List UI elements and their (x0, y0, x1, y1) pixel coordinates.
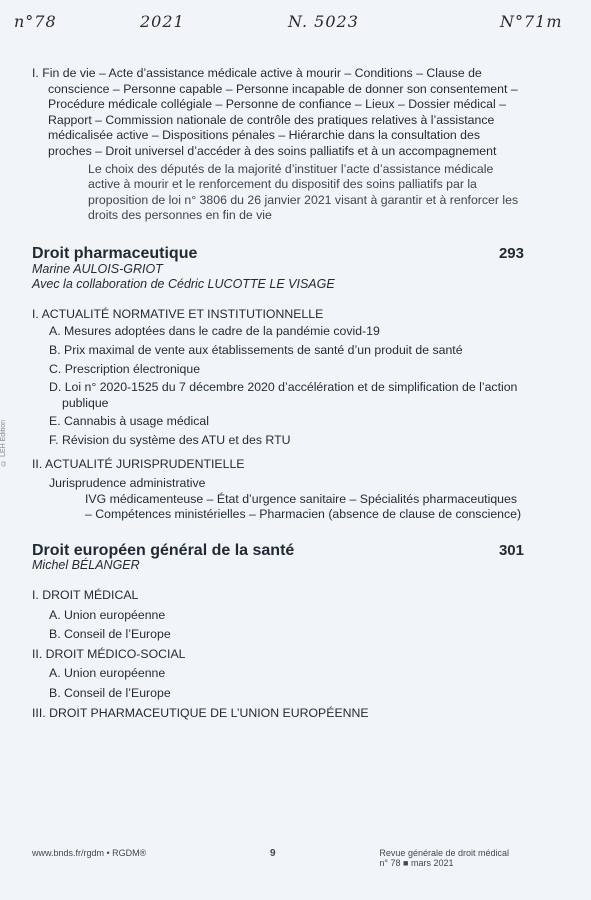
toc-item[interactable]: D. Loi n° 2020-1525 du 7 décembre 2020 d’accélération et de simplification de l’action publique (49, 380, 518, 410)
handwritten-annotations (0, 6, 591, 36)
footer-journal (379, 848, 509, 868)
toc-item[interactable]: A. Mesures adoptées dans le cadre de la pandémie covid-19 (49, 324, 380, 339)
toc-item[interactable]: B. Conseil de l’Europe (49, 686, 171, 700)
section-title[interactable]: Droit européen général de la santé (32, 541, 295, 559)
section-title[interactable]: Droit pharmaceutique (32, 244, 198, 262)
handwritten-note: N. 5023 (288, 12, 359, 31)
part-heading: II. ACTUALITÉ JURISPRUDENTIELLE (32, 457, 245, 472)
copyright-side-mark: © LEH Edition (0, 420, 7, 466)
part-heading: III. DROIT PHARMACEUTIQUE DE L’UNION EUROPÉENNE (32, 705, 369, 720)
part-heading: I. ACTUALITÉ NORMATIVE ET INSTITUTIONNELLE (32, 306, 324, 321)
table-of-contents (32, 66, 524, 721)
footer-issue: n° 78 ■ mars 2021 (379, 858, 454, 868)
handwritten-note: n°78 (14, 12, 57, 31)
part-text: IVG médicamenteuse – État d’urgence sanitaire – Spécialités pharmaceutiques – Compétences ministérielles – Pharmacien (absence de clause de conscience) (85, 491, 522, 522)
section-page-number: 293 (498, 244, 524, 262)
toc-item[interactable]: A. Union européenne (49, 607, 166, 622)
section0-intro: I. Fin de vie – Acte d’assistance médicale active à mourir – Conditions – Clause de conscience – Personne capable – Personne incapable de donner son consentement – Procédure médicale collégiale – Personne de confiance – Lieux – Dossier médical – Rapport – Commission nationale de contrôle des pratiques relatives à l’assistance médicalisée active – Dispositions pénales – Hiérarchie dans la consultation des proches – Droit universel d’accéder à des soins palliatifs et à un accompagnement (32, 66, 518, 158)
toc-item[interactable]: A. Union européenne (49, 666, 166, 681)
footer-page-number: 9 (270, 848, 276, 859)
section-header (32, 543, 524, 559)
toc-item[interactable]: B. Prix maximal de vente aux établissements de santé d’un produit de santé (49, 342, 463, 357)
part-heading: I. DROIT MÉDICAL (32, 588, 139, 603)
section-header (32, 246, 524, 262)
section-author: Michel BÉLANGER (32, 558, 140, 573)
footer-journal-title: Revue générale de droit médical (379, 848, 509, 858)
toc-item[interactable]: C. Prescription électronique (49, 361, 201, 376)
handwritten-note: 2021 (140, 12, 185, 31)
toc-item[interactable]: E. Cannabis à usage médical (49, 414, 209, 429)
footer-website[interactable]: www.bnds.fr/rgdm • RGDM® (32, 848, 147, 858)
toc-item[interactable]: F. Révision du système des ATU et des RTU (49, 432, 291, 447)
handwritten-note: N°71m (500, 12, 563, 31)
part-subheading: Jurisprudence administrative (49, 476, 206, 491)
section0-subtext: Le choix des députés de la majorité d’instituer l’acte d’assistance médicale active à mourir et le renforcement du dispositif des soins palliatifs par la proposition de loi n° 3806 du 26 janvier 2021 visant à garantir et à renforcer les droits des personnes en fin de vie (88, 161, 519, 223)
section-page-number: 301 (498, 541, 524, 559)
section-author: Marine AULOIS-GRIOT (32, 261, 163, 276)
toc-item[interactable]: B. Conseil de l’Europe (49, 627, 171, 642)
part-heading: II. DROIT MÉDICO-SOCIAL (32, 646, 186, 661)
section-collaboration: Avec la collaboration de Cédric LUCOTTE LE VISAGE (32, 277, 335, 292)
